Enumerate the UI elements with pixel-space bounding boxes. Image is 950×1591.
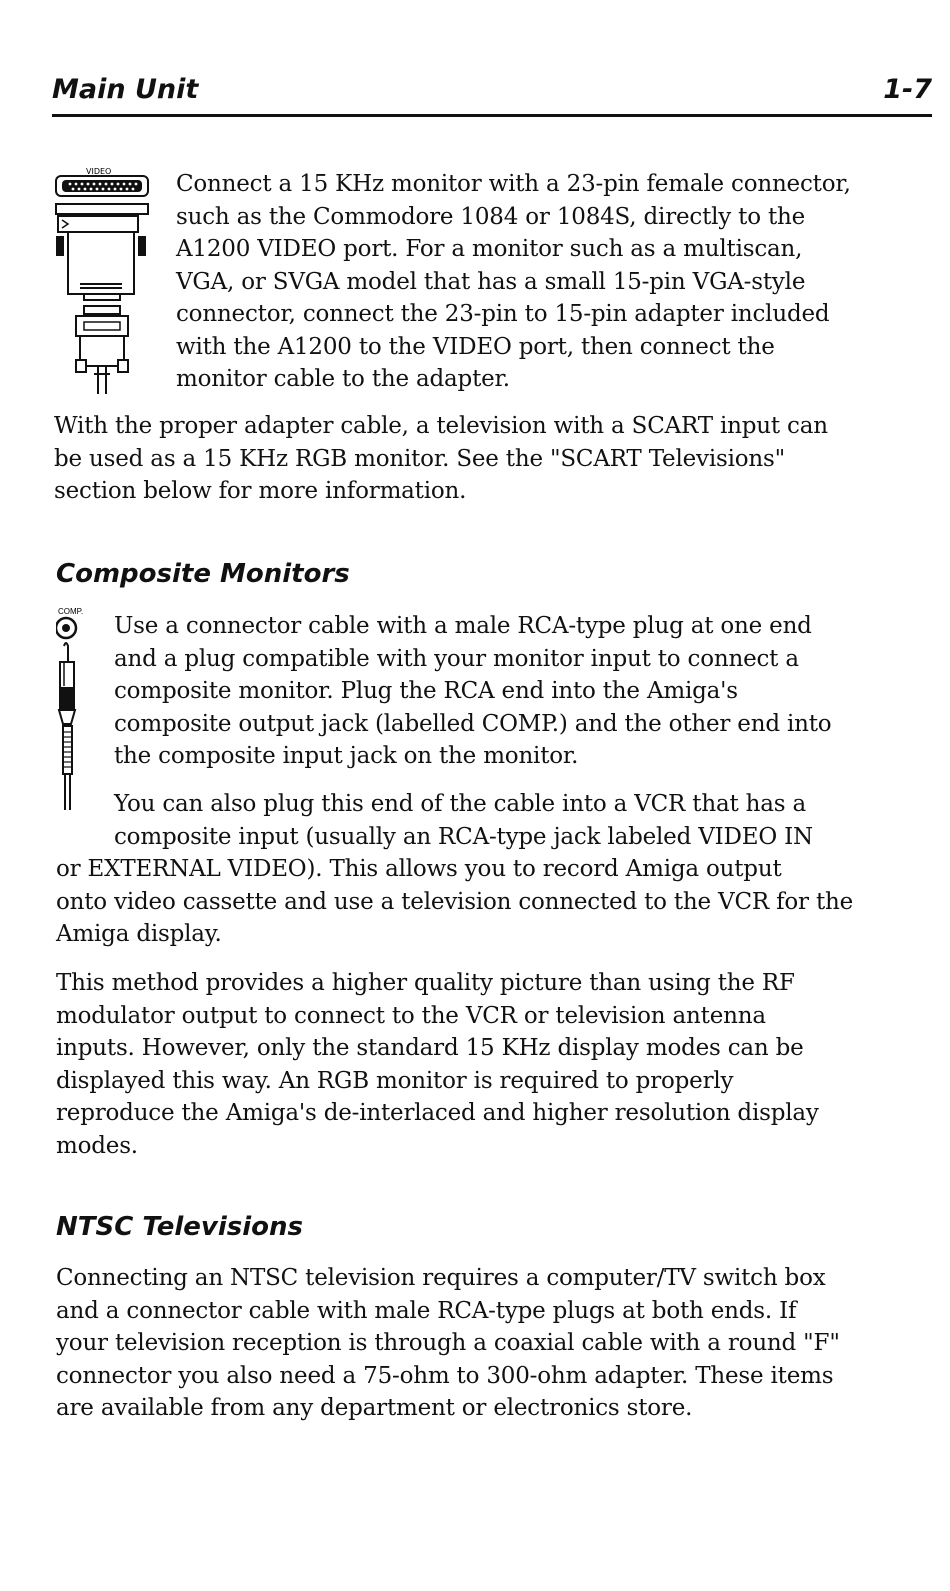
vga-adapter-connector-icon: [54, 164, 154, 396]
scart-note-paragraph: With the proper adapter cable, a television with a SCART input can be used as a 15 KHz RGB monitor. See the "SCART Televisions" section below for more information.: [54, 413, 828, 504]
video-intro-paragraph: Connect a 15 KHz monitor with a 23-pin female connector, such as the Commodore 1084 or 1084S, directly to the A1200 VIDEO port. For a monitor such as a multiscan, VGA, or SVGA model that has a small 15-pin VGA-style connector, connect the 23-pin to 15-pin adapter included with the A1200 to the VIDEO port, then connect the monitor cable to the adapter.: [176, 171, 851, 392]
page-title: Main Unit: [52, 74, 199, 105]
ntsc-televisions-heading: NTSC Televisions: [56, 1212, 304, 1242]
composite-monitors-heading: Composite Monitors: [56, 559, 350, 589]
comp-port-label: COMP.: [58, 607, 84, 616]
composite-paragraph-2: You can also plug this end of the cable into a VCR that has a composite input (usually an RCA-type jack labeled VIDEO IN or EXTERNAL VIDEO). This allows you to record Amiga output onto video cassette and use a television connected to the VCR for the Amiga display.: [56, 791, 854, 947]
composite-paragraph-1: Use a connector cable with a male RCA-type plug at one end and a plug compatible with your monitor input to connect a composite monitor. Plug the RCA end into the Amiga's composite output jack (labelled COMP.) and the other end into the composite input jack on the monitor.: [114, 613, 832, 769]
page-number: 1-7: [883, 74, 932, 105]
ntsc-paragraph: Connecting an NTSC television requires a computer/TV switch box and a connector cable with male RCA-type plugs at both ends. If your television reception is through a coaxial cable with a round "F" connector you also need a 75-ohm to 300-ohm adapter. These items are available from any department or electronics store.: [56, 1265, 840, 1421]
composite-paragraph-3: This method provides a higher quality picture than using the RF modulator output to connect to the VCR or television antenna inputs. However, only the standard 15 KHz display modes can be displayed this way. An RGB monitor is required to properly reproduce the Amiga's de-interlaced and higher resolution display modes.: [56, 970, 819, 1159]
rca-plug-icon: [56, 606, 96, 812]
video-port-label: VIDEO: [86, 167, 112, 176]
page-header: [52, 74, 932, 117]
